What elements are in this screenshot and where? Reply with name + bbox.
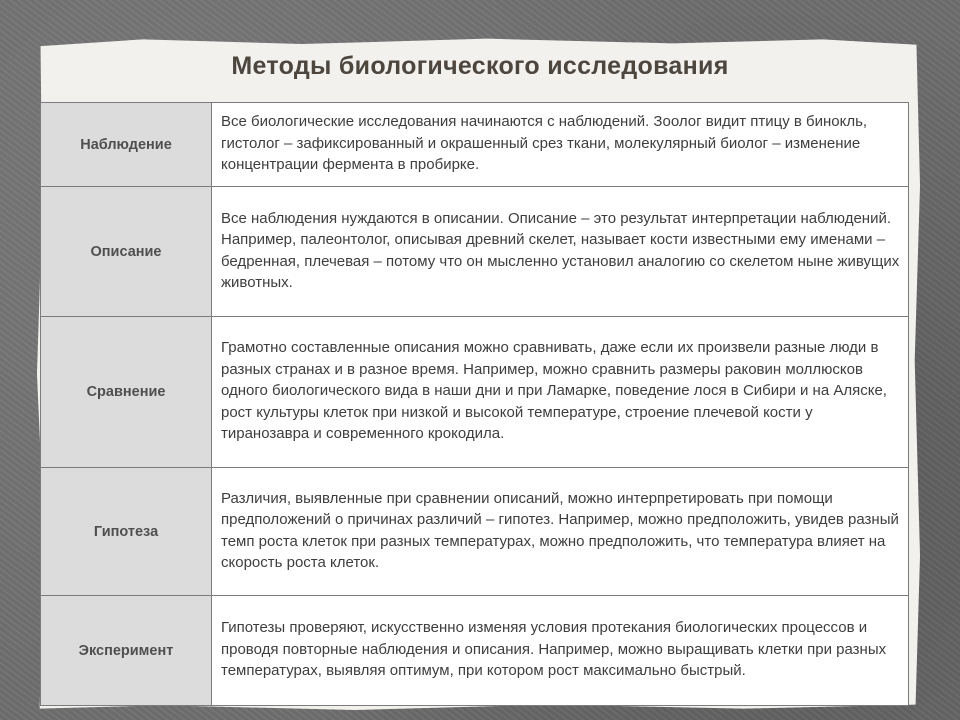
methods-table xyxy=(40,102,909,706)
description-cell: Грамотно составленные описания можно сравнивать, даже если их произвели разные люди в разных странах и в разное время. Например, можно сравнить размеры раковин моллюсков одного биологического вида в наши дни и при Ламарке, поведение лося в Сибири и на Аляске, рост культуры клеток при низкой и высокой температуре, строение плечевой кости у тиранозавра и современного крокодила. xyxy=(212,317,909,468)
term-cell: Наблюдение xyxy=(41,103,212,187)
term-cell: Сравнение xyxy=(41,317,212,468)
table-row-observation xyxy=(41,103,909,187)
description-cell: Различия, выявленные при сравнении описаний, можно интерпретировать при помощи предположений о причинах различий – гипотез. Например, можно предположить, увидев разный темп роста клеток при разных температурах, можно предположить, что температура влияет на скорость роста клеток. xyxy=(212,468,909,596)
page-title: Методы биологического исследования xyxy=(231,52,729,80)
table-row-hypothesis xyxy=(41,468,909,596)
description-cell: Все биологические исследования начинаются с наблюдений. Зоолог видит птицу в бинокль, гистолог – зафиксированный и окрашенный срез ткани, молекулярный биолог – изменение концентрации фермента в пробирке. xyxy=(212,103,909,187)
table-row-description xyxy=(41,187,909,317)
term-cell: Эксперимент xyxy=(41,596,212,706)
description-cell: Все наблюдения нуждаются в описании. Описание – это результат интерпретации наблюдений. Например, палеонтолог, описывая древний скелет, называет кости известными ему именами – бедренная, плечевая – потому что он мысленно установил аналогию со скелетом ныне живущих животных. xyxy=(212,187,909,317)
table-row-comparison xyxy=(41,317,909,468)
term-cell: Гипотеза xyxy=(41,468,212,596)
term-cell: Описание xyxy=(41,187,212,317)
table-row-experiment xyxy=(41,596,909,706)
description-cell: Гипотезы проверяют, искусственно изменяя условия протекания биологических процессов и проводя повторные наблюдения и описания. Например, можно выращивать клетки при разных температурах, выявляя оптимум, при котором рост максимально быстрый. xyxy=(212,596,909,706)
